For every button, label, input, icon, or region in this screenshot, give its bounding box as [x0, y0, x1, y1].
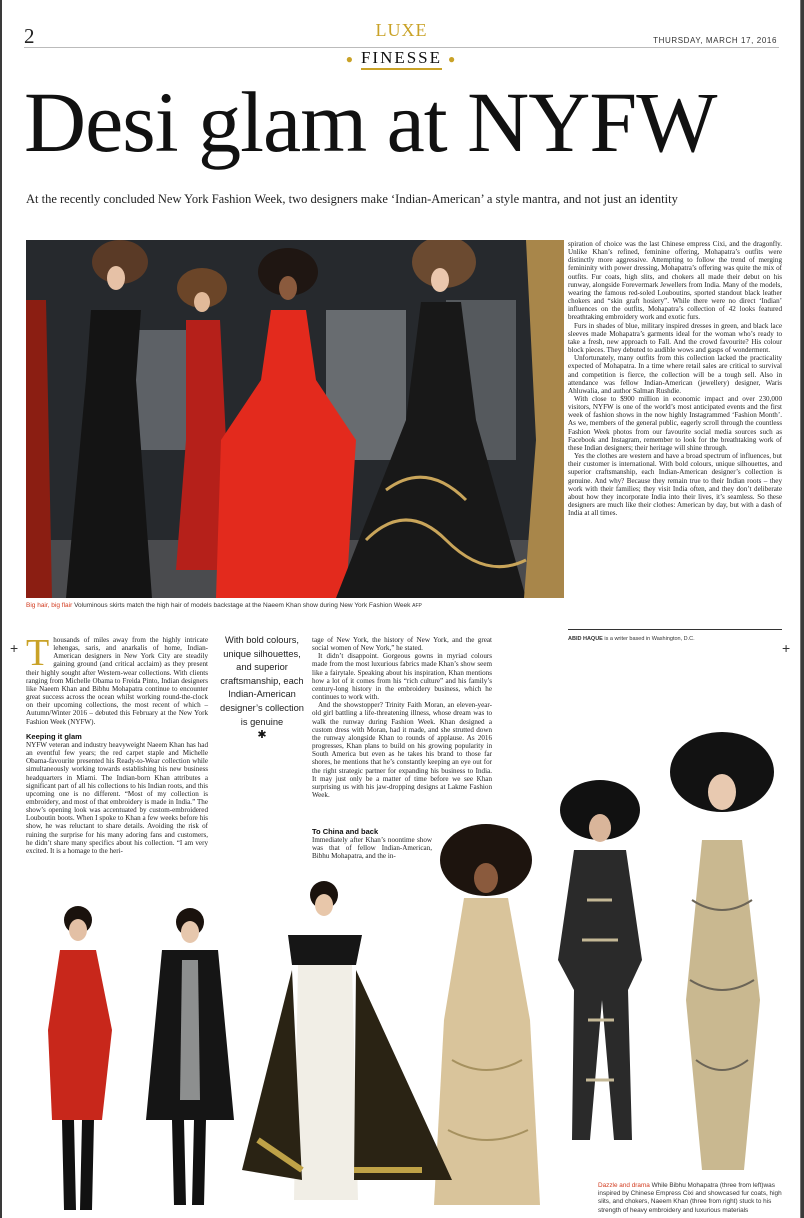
photo-caption — [26, 602, 566, 609]
model-black-white-gown — [242, 881, 452, 1200]
backstage-photo-illustration — [26, 240, 564, 598]
right-column — [568, 240, 782, 517]
bullet-icon: ● — [448, 51, 458, 66]
header-rule — [24, 47, 779, 48]
byline-text: is a writer based in Washington, D.C. — [604, 636, 695, 642]
byline-name: ABID HAQUE — [568, 636, 603, 642]
caption-highlight: Big hair, big flair — [26, 602, 73, 609]
paragraph: spiration of choice was the last Chinese empress Cixi, and the dragonfly. Unlike Khan’s refined, feminine offering, Mohapatra’s outfits were distinctly more aggressive. Attempting to follow the trend of merging femininity with power dressing, Mohapatra’s offering was quite the mix of outfits. Fur coats, high slits, and chokers all made their debut on his runway, alongside Forevermark Jewellers from India. Many of the models, wearing the famous red-soled Louboutins, sported standout black leather chokers and “skin graft hosiery”. While there were no direct ‘Indian’ influences on the outfits, Mohapatra’s collection of 42 looks featured breathtaking embroidery work and exotic furs. — [568, 240, 782, 322]
paragraph: And the showstopper? Trinity Faith Moran, an eleven-year-old girl battling a life-threatening illness, whose dream was to walk the runway during Fashion Week. Khan designed a custom dress with Moran, had it made, and she strutted down the runway alongside Khan to rounds of applause. As 2016 progresses, Khan plans to build on his growing popularity in South America but even as he takes his brand to those far shores, he mentions that he’s constantly keeping an eye out for the right strategic partner for expanding his business to India. It may just only be a matter of time before we see Khan surprising us with his jaw-dropping designs at Lakme Fashion Week. — [312, 701, 492, 799]
caption-highlight: Dazzle and drama — [598, 1182, 650, 1189]
issue-date: THURSDAY, MARCH 17, 2016 — [653, 36, 777, 45]
crop-mark-icon: + — [10, 640, 19, 656]
paragraph: With close to $900 million in economic impact and over 230,000 visitors, NYFW is one of the world’s most anticipated events and the first week of fashion shows in the now highly Instagrammed ‘Fashion Month’. As we, members of the general public, eagerly scroll through the countless Fashion Week photos from our favourite social media sources such as Facebook and Instagram, remember to look for the breathtaking work of these Indian designers; their heritage will shine through. — [568, 394, 782, 452]
headline: Desi glam at NYFW — [24, 74, 717, 170]
runway-models-illustration — [2, 700, 801, 1218]
model-red-dress — [48, 906, 112, 1210]
newspaper-page — [2, 0, 801, 1218]
subsection-name: ● FINESSE ● — [2, 48, 801, 68]
photo-credit: AFP — [412, 603, 422, 609]
paragraph: NYFW veteran and industry heavyweight Naeem Khan has had an eventful few years; the red carpet staple and Michelle Obama-favourite presented his Ready-to-Wear collection while simultaneously working towards establishing his new business headquarters in Miami. The Indian-born Khan attributes a significant part of all his collections to his Indian roots, and this upcoming one is no different. “Most of my collection is embroidery, and most of that embroidery is made in India.” The show’s opening look was accentuated by custom-embroidered Louboutin boots. When I spoke to Khan a few weeks before his show, he was reluctant to share details. Avoiding the risk of ruining the surprise for his many adoring fans and customers, he didn’t share many specifics about his collection. “I am very excited. It is a homage to the heri- — [26, 740, 208, 855]
bullet-icon: ● — [345, 51, 355, 66]
paragraph: Furs in shades of blue, military inspired dresses in green, and black lace sleeves made Mohapatra’s garments ideal for the woman who’s ready to take a fresh, new approach to Fall. And the crowd favourite? His colour block pieces. They debuted to audible wows and gasps of wonderment. — [568, 321, 782, 355]
crop-mark-icon: + — [782, 640, 791, 656]
model-fur-coat — [146, 908, 234, 1205]
byline-rule — [568, 629, 782, 630]
drop-cap: T — [26, 632, 50, 674]
paragraph: tage of New York, the history of New York, and the great social women of New York,” he stated. — [312, 636, 492, 653]
bottom-caption — [598, 1182, 788, 1215]
byline — [568, 636, 782, 642]
paragraph: It didn’t disappoint. Gorgeous gowns in myriad colours made from the most luxurious fabrics made Khan’s show seem like a fairytale. Speaking about his inspiration, Khan mentions how a lot of it comes from his “rich culture” and his family’s century-long history in the embroidery business, which he continues to work with. — [312, 652, 492, 702]
model-right-1 — [434, 824, 540, 1205]
model-right-3 — [670, 732, 774, 1170]
paragraph: Immediately after Khan’s noontime show was that of fellow Indian-American, Bibhu Mohapatra, and the in- — [312, 836, 432, 861]
subhead: Keeping it glam — [26, 731, 82, 741]
pull-quote-text: With bold colours, unique silhouettes, and superior craftsmanship, each Indian-American designer’s collection is genuine — [220, 635, 304, 727]
deck: At the recently concluded New York Fashion Week, two designers make ‘Indian-American’ a style mantra, and not just an identity — [26, 192, 678, 206]
backstage-photo — [26, 240, 564, 598]
subhead: To China and back — [312, 827, 379, 836]
section-name: LUXE — [375, 20, 428, 40]
paragraph: Unfortunately, many outfits from this collection lacked the practicality expected of Mohapatra. In a time where retail sales are critical to survival and competition is fierce, the collection will be a tough sell. Also in attendance was fellow Indian-American (jewellery) designer, Waris Ahluwalia, and author Salman Rushdie. — [568, 354, 782, 395]
asterisk-icon: ✱ — [257, 729, 267, 742]
paragraph: Yes the clothes are western and have a broad spectrum of influences, but their customer is international. With bold colours, unique silhouettes, and superior craftsmanship, each Indian-American designer’s collection is genuine. And why? Because they remain true to their Indian roots – they work with their families; they visit India often, and they don’t deliberate about how they incorporate India into their lives, it’s seamless. So these designers are much like their clothes: American by day, but with a dash of India at all times. — [568, 452, 782, 518]
caption-text: Voluminous skirts match the high hair of models backstage at the Naeem Khan show during New York Fashion Week — [74, 602, 411, 609]
caption-text: While Bibhu Mohapatra (three from left)was inspired by Chinese Empress Cixi and showcased fur coats, high slits, and chokers, Naeem Khan (three from right) stuck to his strength of heavy embroidery and luxurious materials — [598, 1182, 782, 1214]
page-number: 2 — [24, 24, 35, 48]
model-right-2 — [558, 780, 642, 1140]
intro-paragraph: Thousands of miles away from the highly intricate lehengas, saris, and anarkalis of home, Indian-American designers in New York City are steadily gaining ground (and critical acclaim) as they present their highly sought after Western-wear collections. With clients ranging from Michelle Obama to Freida Pinto, Indian designers like Naeem Khan and Bibhu Mohapatra continue to encounter great success across the ocean whilst working round-the-clock on their upcoming collections, the most recent of which – Autumn/Winter 2016 – debuted this February at the New York Fashion Week (NYFW). — [26, 632, 208, 726]
